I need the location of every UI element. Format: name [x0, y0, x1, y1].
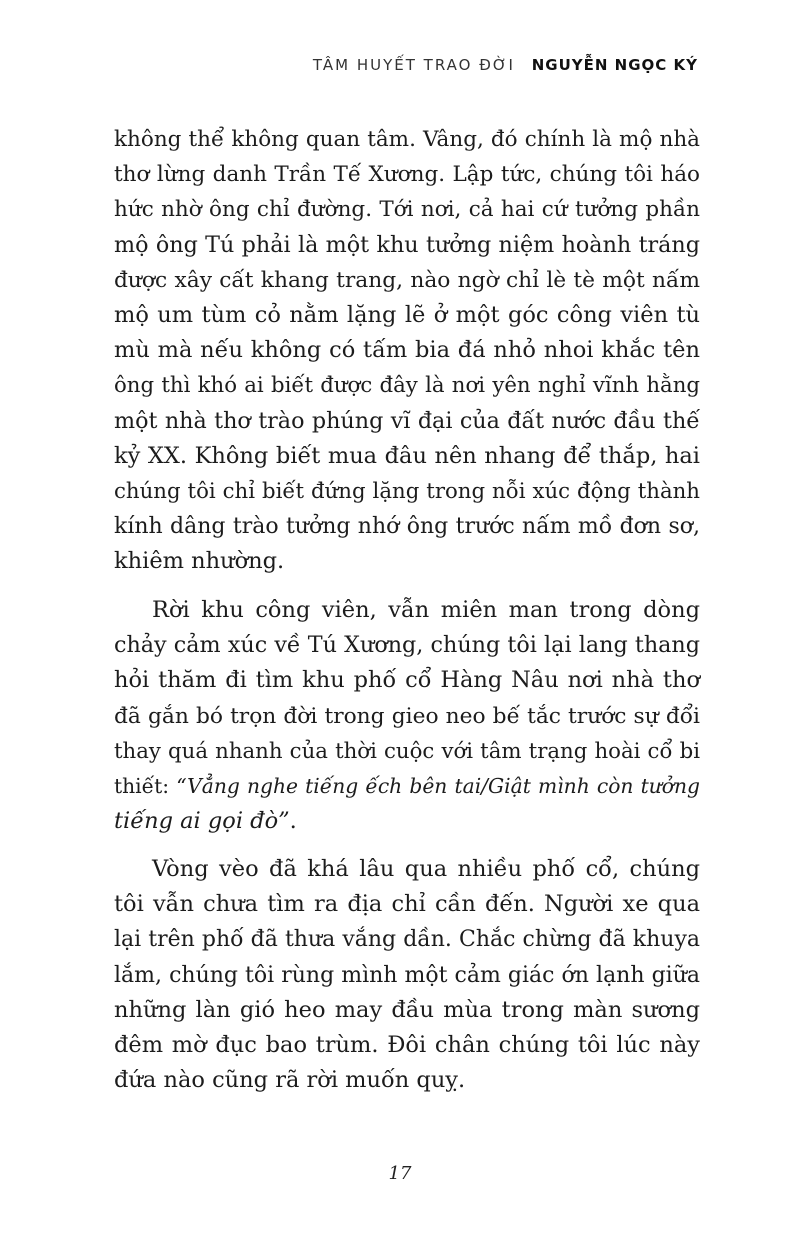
text-line: tôi vẫn chưa tìm ra địa chỉ cần đến. Người xe qua: [114, 891, 700, 918]
section-title: TÂM HUYẾT TRAO ĐỜI: [312, 56, 515, 74]
text-line: hức nhờ ông chỉ đường. Tới nơi, cả hai cứ tưởng phần: [114, 197, 700, 223]
text-line: lại trên phố đã thưa vắng dần. Chắc chừng đã khuya: [114, 927, 700, 953]
text-line: [114, 769, 700, 804]
line-prefix: thiết:: [114, 773, 177, 798]
text-line: không thể không quan tâm. Vâng, đó chính là mộ nhà: [114, 127, 700, 152]
text-line: thay quá nhanh của thời cuộc với tâm trạng hoài cổ bi: [114, 738, 700, 764]
text-line: [114, 804, 700, 839]
paragraph-2: [114, 593, 700, 839]
text-line: kính dâng trào tưởng nhớ ông trước nấm mồ đơn sơ,: [114, 514, 700, 540]
text-line: khiêm nhường.: [114, 548, 285, 575]
poem-quote-part1: “Vẳng nghe tiếng ếch bên tai/Giật mình còn tưởng: [176, 773, 700, 798]
author-name: NGUYỄN NGỌC KÝ: [531, 56, 698, 74]
text-line: được xây cất khang trang, nào ngờ chỉ lè tè một nấm: [114, 267, 700, 293]
text-line: chảy cảm xúc về Tú Xương, chúng tôi lại lang thang: [114, 632, 700, 659]
text-line: đêm mờ đục bao trùm. Đôi chân chúng tôi lúc này: [114, 1031, 700, 1058]
text-line: lắm, chúng tôi rùng mình một cảm giác ớn lạnh giữa: [114, 962, 700, 988]
running-header: [313, 56, 698, 74]
text-line: mộ um tùm cỏ nằm lặng lẽ ở một góc công viên tù: [114, 301, 700, 328]
text-line: mù mà nếu không có tấm bia đá nhỏ nhoi khắc tên: [114, 337, 700, 364]
paragraph-1: [114, 122, 700, 579]
text-line: chúng tôi chỉ biết đứng lặng trong nỗi xúc động thành: [114, 478, 700, 504]
text-line: hỏi thăm đi tìm khu phố cổ Hàng Nâu nơi nhà thơ: [114, 667, 700, 694]
text-line: Rời khu công viên, vẫn miên man trong dòng: [152, 597, 700, 623]
quote-end: .: [289, 808, 297, 835]
text-line: mộ ông Tú phải là một khu tưởng niệm hoành tráng: [114, 231, 700, 258]
text-line: ông thì khó ai biết được đây là nơi yên nghỉ vĩnh hằng: [114, 373, 700, 399]
text-line: thơ lừng danh Trần Tế Xương. Lập tức, chúng tôi háo: [114, 162, 700, 188]
page-number: 17: [388, 1163, 412, 1184]
text-line: đã gắn bó trọn đời trong gieo neo bế tắc trước sự đổi: [114, 703, 700, 729]
text-line: Vòng vèo đã khá lâu qua nhiều phố cổ, chúng: [152, 856, 700, 882]
text-line: những làn gió heo may đầu mùa trong màn sương: [114, 996, 700, 1023]
poem-quote-part2: tiếng ai gọi đò”: [114, 808, 290, 835]
paragraph-3: [114, 852, 700, 1098]
text-line: đứa nào cũng rã rời muốn quỵ.: [114, 1067, 466, 1094]
text-line: kỷ XX. Không biết mua đâu nên nhang để thắp, hai: [114, 442, 700, 469]
text-line: một nhà thơ trào phúng vĩ đại của đất nước đầu thế: [114, 407, 700, 434]
